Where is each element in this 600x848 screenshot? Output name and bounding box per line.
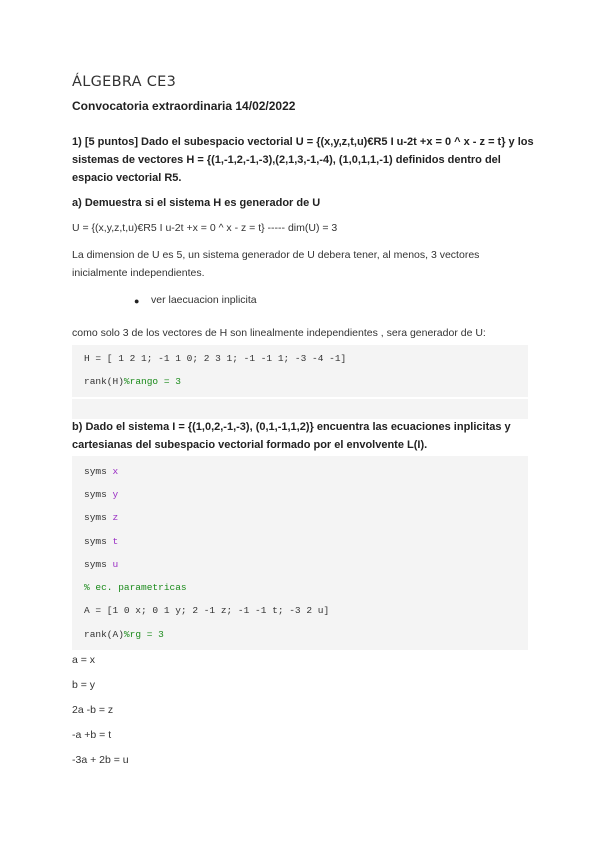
code-line-syms-u bbox=[84, 559, 118, 570]
code-line-syms-x bbox=[84, 466, 118, 477]
code-keyword: syms bbox=[84, 536, 107, 547]
answer-a-line-1: U = {(x,y,z,t,u)€R5 I u-2t +x = 0 ^ x - z = t} ----- dim(U) = 3 bbox=[72, 222, 338, 234]
code-block-spacer bbox=[72, 399, 528, 419]
equation-1: a = x bbox=[72, 654, 96, 666]
code-rank-call: rank(A) bbox=[84, 629, 124, 640]
code-keyword: syms bbox=[84, 489, 107, 500]
code-keyword: syms bbox=[84, 559, 107, 570]
equation-3: 2a -b = z bbox=[72, 704, 114, 716]
bullet-item: ver laecuacion inplicita bbox=[151, 294, 257, 306]
equation-5: -3a + 2b = u bbox=[72, 754, 129, 766]
question-1-line-1: 1) [5 puntos] Dado el subespacio vectorial U = {(x,y,z,t,u)€R5 I u-2t +x = 0 ^ x - z = t} y los bbox=[72, 136, 534, 148]
code-comment: %rg = 3 bbox=[123, 629, 164, 640]
code-line-rank-h bbox=[84, 376, 181, 387]
code-line-syms-y bbox=[84, 489, 118, 500]
code-line-h-matrix: H = [ 1 2 1; -1 1 0; 2 3 1; -1 -1 1; -3 -4 -1] bbox=[84, 353, 347, 364]
code-var: z bbox=[112, 512, 119, 523]
answer-a-line-3: inicialmente independientes. bbox=[72, 267, 205, 279]
code-line-rank-a bbox=[84, 629, 164, 640]
code-var: u bbox=[112, 559, 119, 570]
question-1-line-3: espacio vectorial R5. bbox=[72, 172, 182, 184]
bullet-icon: ● bbox=[134, 296, 140, 306]
code-block-syms bbox=[72, 456, 528, 650]
answer-a-line-4: como solo 3 de los vectores de H son linealmente independientes , sera generador de U: bbox=[72, 327, 486, 339]
code-line-comment: % ec. parametricas bbox=[84, 582, 187, 593]
code-var: x bbox=[112, 466, 119, 477]
code-rank-call: rank(H) bbox=[84, 376, 124, 387]
code-comment: %rango = 3 bbox=[123, 376, 181, 387]
question-b-line-1: b) Dado el sistema I = {(1,0,2,-1,-3), (0,1,-1,1,2)} encuentra las ecuaciones inplicitas y bbox=[72, 421, 511, 433]
question-1-line-2: sistemas de vectores H = {(1,-1,2,-1,-3),(2,1,3,-1,-4), (1,0,1,1,-1) definidos dentro del bbox=[72, 154, 501, 166]
code-var: t bbox=[112, 536, 119, 547]
equation-2: b = y bbox=[72, 679, 96, 691]
document-subtitle: Convocatoria extraordinaria 14/02/2022 bbox=[72, 99, 296, 113]
document-title: ÁLGEBRA CE3 bbox=[72, 74, 177, 90]
answer-a-line-2: La dimension de U es 5, un sistema generador de U debera tener, al menos, 3 vectores bbox=[72, 249, 480, 261]
question-b-line-2: cartesianas del subespacio vectorial formado por el envolvente L(I). bbox=[72, 439, 428, 451]
code-line-a-matrix: A = [1 0 x; 0 1 y; 2 -1 z; -1 -1 t; -3 2 u] bbox=[84, 605, 330, 616]
code-line-syms-t bbox=[84, 536, 118, 547]
code-keyword: syms bbox=[84, 466, 107, 477]
equation-4: -a +b = t bbox=[72, 729, 112, 741]
code-keyword: syms bbox=[84, 512, 107, 523]
question-a-heading: a) Demuestra si el sistema H es generador de U bbox=[72, 197, 321, 209]
code-line-syms-z bbox=[84, 512, 118, 523]
code-var: y bbox=[112, 489, 119, 500]
